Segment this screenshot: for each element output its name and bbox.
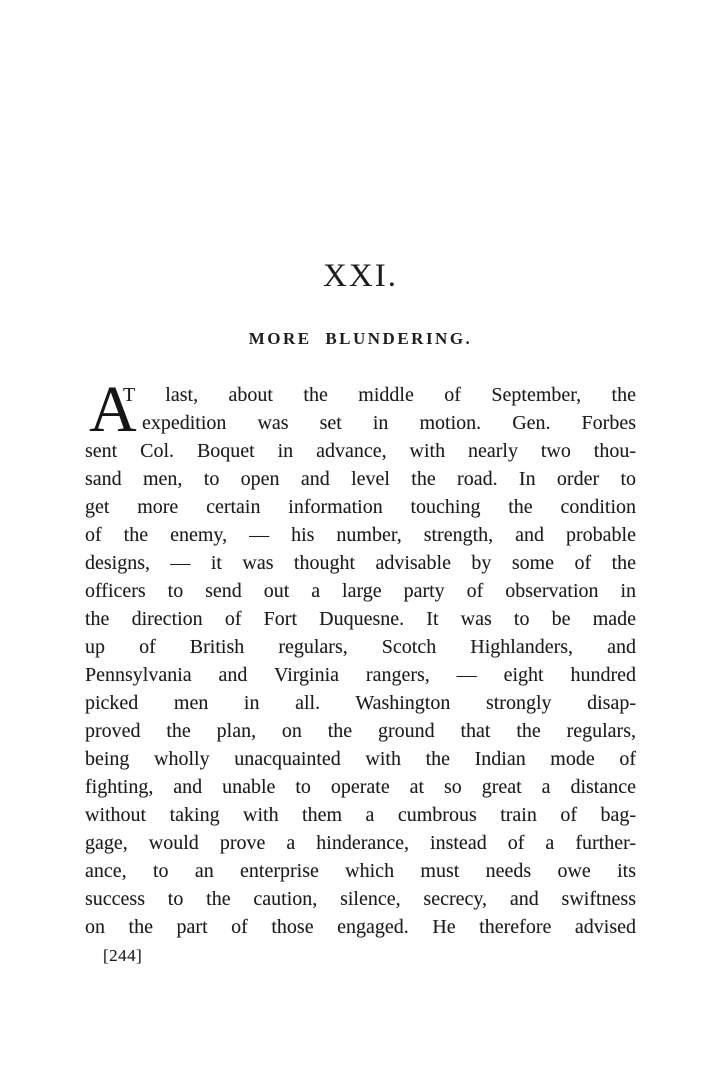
text-line: up of British regulars, Scotch Highlanders, and <box>85 636 636 658</box>
drop-cap: A <box>89 373 137 446</box>
paragraph-block <box>85 373 636 941</box>
text-line: on the part of those engaged. He therefore advised <box>85 916 636 938</box>
text-line: T last, about the middle of September, the <box>123 384 636 406</box>
text-line: being wholly unacquainted with the Indian mode of <box>85 748 636 770</box>
chapter-title: MORE BLUNDERING. <box>248 329 473 348</box>
text-line: of the enemy, — his number, strength, and probable <box>85 524 636 546</box>
text-line: sent Col. Boquet in advance, with nearly two thou- <box>85 440 636 462</box>
text-line: ance, to an enterprise which must needs owe its <box>85 860 636 882</box>
text-line: Pennsylvania and Virginia rangers, — eight hundred <box>85 664 636 686</box>
text-line: success to the caution, silence, secrecy, and swiftness <box>85 888 636 910</box>
text-line: expedition was set in motion. Gen. Forbes <box>142 412 636 434</box>
text-line: sand men, to open and level the road. In order to <box>85 468 636 490</box>
text-line: proved the plan, on the ground that the regulars, <box>85 720 636 742</box>
chapter-number: XXI. <box>323 258 398 294</box>
text-line: gage, would prove a hinderance, instead of a further- <box>85 832 636 854</box>
text-line: officers to send out a large party of observation in <box>85 580 636 602</box>
text-line: without taking with them a cumbrous train of bag- <box>85 804 636 826</box>
text-line: get more certain information touching the condition <box>85 496 636 518</box>
text-line: designs, — it was thought advisable by some of the <box>85 552 636 574</box>
text-line: fighting, and unable to operate at so great a distance <box>85 776 636 798</box>
page-number: [244] <box>103 946 143 965</box>
text-line: picked men in all. Washington strongly disap- <box>85 692 636 714</box>
text-line: the direction of Fort Duquesne. It was to be made <box>85 608 636 630</box>
